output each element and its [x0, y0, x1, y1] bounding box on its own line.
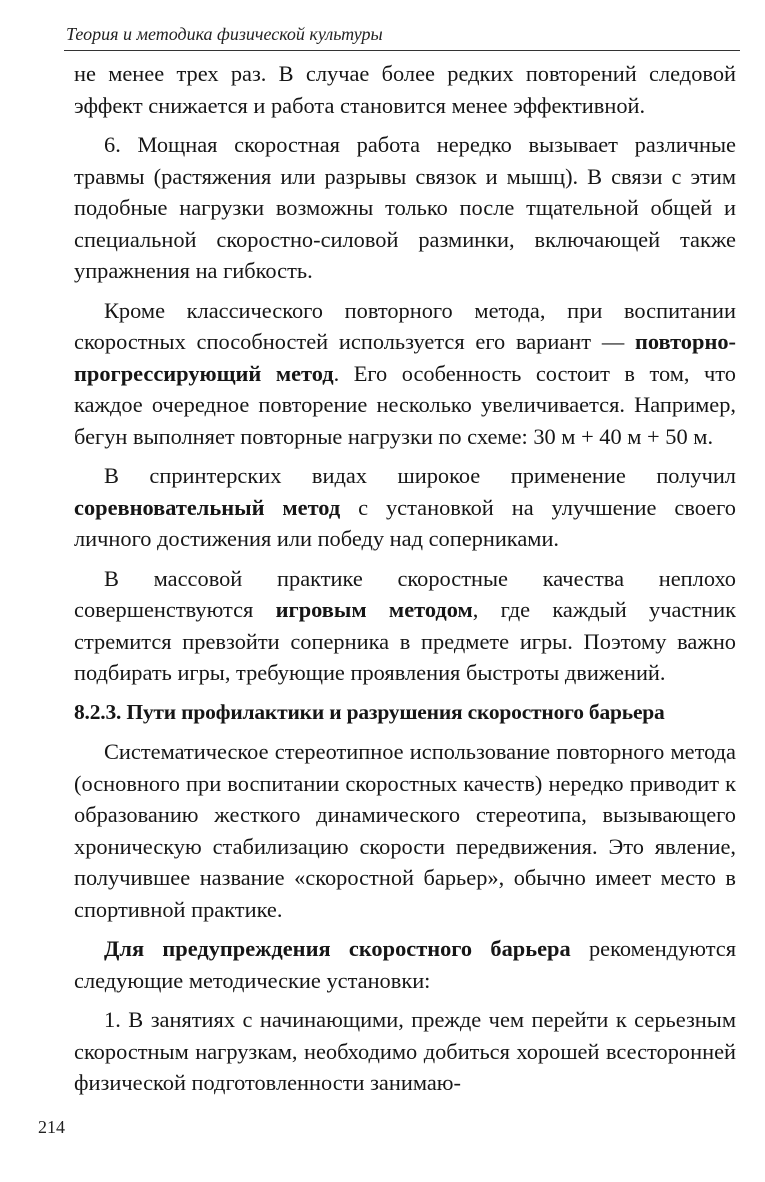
paragraph: 6. Мощная скоростная работа нередко вызывает различные травмы (растяжения или разрывы связок и мышц). В связи с этим подобные нагрузки возможны только после тщательной общей и специальной скоростно-силовой разминки, включающей также упражнения на гибкость.	[74, 132, 736, 283]
body-text	[74, 58, 736, 1107]
text-run: В спринтерских видах широкое применение получил	[104, 463, 736, 488]
header-rule	[64, 50, 740, 51]
paragraph: Систематическое стереотипное использование повторного метода (основного при воспитании скоростных качеств) нередко приводит к образованию жесткого динамического стереотипа, вызывающего хроническую стабилизацию скорости передвижения. Это явление, получившее название «скоростной барьер», обычно имеет место в спортивной практике.	[74, 739, 736, 922]
paragraph: 1. В занятиях с начинающими, прежде чем перейти к серьезным скоростным нагрузкам, необходимо добиться хорошей всесторонней физической подготовленности занимаю-	[74, 1007, 736, 1095]
text-run: рекомендуются следующие методические установки:	[74, 936, 736, 993]
text-run: . Его особенность состоит в том, что каждое очередное повторение несколько увеличивается. Например, бегун выполняет повторные нагрузки по схеме: 30 м + 40 м + 50 м.	[74, 360, 736, 449]
section-heading: 8.2.3. Пути профилактики и разрушения скоростного барьера	[74, 699, 665, 724]
paragraph	[74, 295, 736, 453]
term-bold: Для предупреждения скоростного барьера	[104, 936, 571, 961]
text-run: В массовой практике скоростные качества неплохо совершенствуются	[74, 565, 736, 622]
term-bold: соревновательный метод	[74, 494, 341, 520]
term-bold: игровым методом	[275, 597, 473, 622]
paragraph: не менее трех раз. В случае более редких повторений следовой эффект снижается и работа становится менее эффективной.	[74, 61, 736, 118]
page-number: 214	[38, 1117, 65, 1137]
text-run: Кроме классического повторного метода, при воспитании скоростных способностей используется его вариант —	[74, 297, 736, 354]
text-run: с установкой на улучшение своего личного достижения или победу над соперниками.	[74, 494, 736, 551]
term-bold: повторно-прогрессирующий метод	[74, 329, 736, 386]
text-run: , где каждый участник стремится превзойти соперника в предмете игры. Поэтому важно подбирать игры, требующие проявления быстроты движений.	[74, 597, 736, 685]
running-head: Теория и методика физической культуры	[66, 24, 383, 44]
paragraph	[74, 563, 736, 689]
paragraph	[74, 933, 736, 996]
paragraph	[74, 460, 736, 555]
